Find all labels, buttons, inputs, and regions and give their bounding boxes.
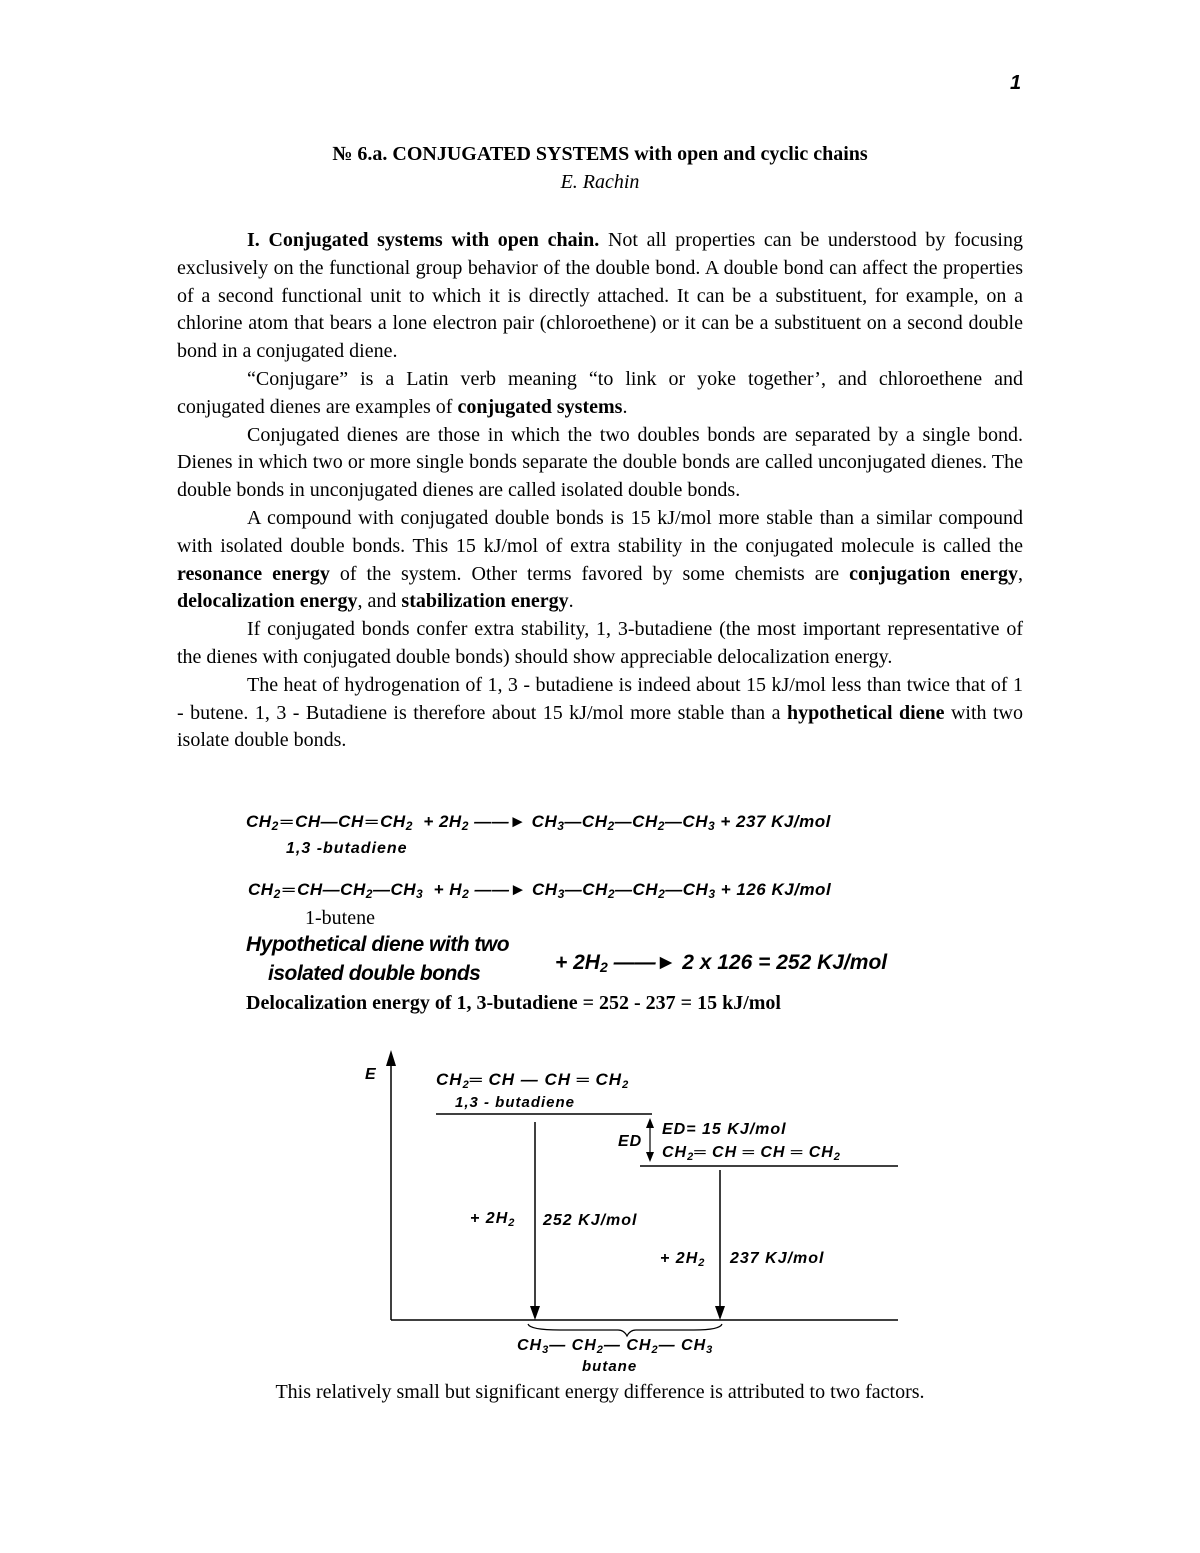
- eq1-energy: + 237 KJ/mol: [720, 812, 831, 831]
- h2-text-right: + 2H: [660, 1250, 699, 1267]
- formula-butadiene-delocalized: $CH_2═$ CH ═ CH ═ $CH_2$: [662, 1144, 841, 1163]
- ed-arrow-up: [646, 1118, 654, 1128]
- p4-text-f: .: [568, 590, 574, 613]
- arrow-237-head: [715, 1306, 725, 1320]
- author: E. Rachin: [560, 171, 640, 193]
- ed-value: ED= 15 KJ/mol: [662, 1121, 787, 1138]
- paragraph-3: Conjugated dienes are those in which the two doubles bonds are separated by a single bond. Dienes in which two or more single bonds separate the double bonds are called unconjugated dienes. The double bonds in unconjugated dienes are called isolated double bonds.: [177, 423, 1023, 502]
- eq2-energy: + 126 KJ/mol: [720, 880, 832, 899]
- axis-label-e: E: [365, 1066, 377, 1083]
- paragraph-2-text: “Conjugare” is a Latin verb meaning “to link or yoke together’, and chloroethene and conjugated dienes are examples of: [177, 367, 1023, 418]
- term-resonance-energy: resonance energy: [177, 562, 330, 585]
- delocalization-energy-statement: Delocalization energy of 1, 3-butadiene = 252 - 237 = 15 kJ/mol: [246, 992, 781, 1014]
- paragraph-5: If conjugated bonds confer extra stability, 1, 3-butadiene (the most important representative of the dienes with conjugated double bonds) should show appreciable delocalization energy.: [177, 618, 1023, 668]
- label-1-butene: 1-butene: [305, 907, 375, 929]
- closing-sentence: This relatively small but significant energy difference is attributed to two factors.: [275, 1381, 925, 1403]
- page-number: 1: [1010, 72, 1022, 94]
- energy-axis-arrow: [386, 1050, 396, 1066]
- butane-brace: [528, 1324, 722, 1336]
- document-title: № 6.a. CONJUGATED SYSTEMS with open and cyclic chains: [332, 143, 868, 165]
- label-butadiene-top: 1,3 - butadiene: [455, 1094, 576, 1111]
- formula-butadiene-top: $CH_2═$ CH — CH ═ $CH_2$: [436, 1070, 630, 1091]
- p4-text-d: ,: [1017, 562, 1023, 585]
- arrow-252-head: [530, 1306, 540, 1320]
- term-hypothetical-diene: hypothetical diene: [786, 701, 945, 724]
- hypothetical-diene-line1: Hypothetical diene with two: [246, 933, 510, 956]
- hypothetical-diene-line2: isolated double bonds: [268, 962, 481, 985]
- h2-label-left: + $2H_2$: [470, 1210, 516, 1229]
- hyp-result: 2 x 126 = 252 KJ/mol: [682, 951, 888, 974]
- paragraph-1-text: Not all properties can be understood by focusing exclusively on the functional group behavior of the double bond. A double bond can affect the properties of a second functional unit to which it is directly attached. It can be a substituent, for example, on a chlorine atom that bears a lone electron pair (chloroethene) or it can be a substituent on a second double bond in a conjugated diene.: [177, 229, 1023, 363]
- ed-arrow-down: [646, 1152, 654, 1162]
- p6-end: with two isolate double bonds.: [177, 701, 1023, 752]
- h2-text-left: + 2H: [470, 1210, 509, 1227]
- equation-butadiene-hydrogenation: $CH_2$ ═ CH—CH ═ $CH_2 + 2H_2$ ——► $CH_3—CH_2—CH_2—CH_3 + 237$ KJ/mol: [246, 812, 831, 833]
- energy-252: 252 KJ/mol: [543, 1212, 638, 1229]
- term-conjugated-systems: conjugated systems: [457, 395, 623, 418]
- paragraph-2-end: .: [622, 395, 628, 418]
- label-1-3-butadiene: 1,3 -butadiene: [286, 840, 408, 857]
- label-butane: butane: [582, 1358, 638, 1375]
- h2-label-right: + $2H_2$: [660, 1250, 706, 1269]
- hypothetical-reaction: + $2H_2$ ——► 2 x 126 = 252 KJ/mol: [555, 951, 888, 975]
- section-heading: I. Conjugated systems with open chain.: [247, 229, 600, 251]
- ed-abbrev: ED: [618, 1133, 643, 1150]
- term-delocalization-energy: delocalization energy: [177, 590, 358, 613]
- p6-text: The heat of hydrogenation of 1, 3 - butadiene is indeed about 15 kJ/mol less than twice that of 1 - butene. 1, 3 - Butadiene is therefore about 15 kJ/mol more stable than a: [177, 673, 1023, 724]
- formula-butane: $CH_3—$ $CH_2—$ $CH_2—$ $CH_3$: [517, 1337, 714, 1356]
- energy-237: 237 KJ/mol: [730, 1250, 825, 1267]
- term-conjugation-energy: conjugation energy: [849, 562, 1018, 585]
- term-stabilization-energy: stabilization energy: [401, 590, 569, 613]
- p4-text-e: , and: [357, 590, 402, 613]
- p4-text-c: of the system. Other terms favored by some chemists are: [329, 562, 850, 585]
- p4-text-a: A compound with conjugated double bonds is 15 kJ/mol more stable than a similar compound with isolated double bonds. This 15 kJ/mol of extra stability in the conjugated molecule is called the: [177, 506, 1023, 557]
- equation-butene-hydrogenation: $CH_2$ ═ $CH—CH_2—CH_3 + H_2$ ——► $CH_3—CH_2—CH_2—CH_3 + 126$ KJ/mol: [248, 880, 832, 901]
